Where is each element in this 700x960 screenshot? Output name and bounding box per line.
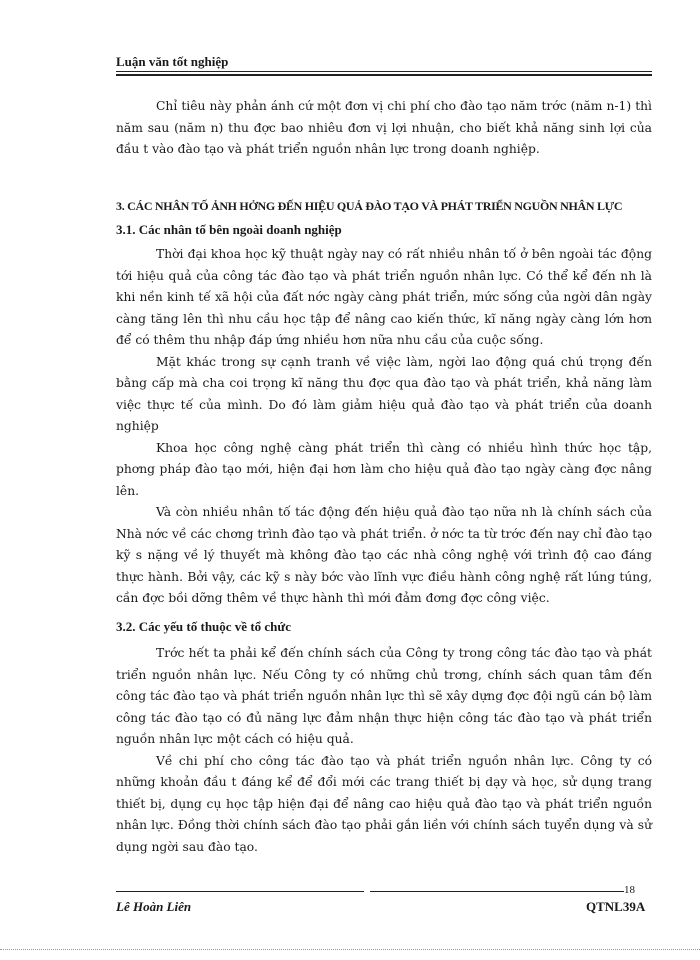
page-number: 18	[624, 884, 635, 896]
section-3-heading: 3. CÁC NHÂN TỐ ẢNH HỞNG ĐẾN HIỆU QUẢ ĐÀO TẠO VÀ PHÁT TRIỂN NGUỒN NHÂN LỰC	[116, 199, 623, 213]
footer-rule-right	[370, 891, 624, 892]
header-rule-thick	[116, 74, 652, 76]
paragraph: Thời đại khoa học kỹ thuật ngày nay có rất nhiều nhân tố ở bên ngoài tác động tới hiệu quả của công tác đào tạo và phát triển nguồn nhân lực. Có thể kể đến nh là khi nền kinh tế xã hội của đất nớc ngày càng phát triển, mức sống của ngời dân ngày càng tăng lên thì nhu cầu học tập để nâng cao kiến thức, kĩ năng ngày càng lớn hơn để có thêm thu nhập đáp ứng nhiều hơn nữa nhu cầu của cuộc sống.	[116, 247, 652, 347]
footer-author: Lê Hoàn Liên	[116, 899, 192, 914]
paragraph: Trớc hết ta phải kể đến chính sách của Công ty trong công tác đào tạo và phát triển nguồn nhân lực. Nếu Công ty có những chủ trơng, chính sách quan tâm đến công tác đào tạo và phát triển nguồn nhân lực thì sẽ xây dựng đợc đội ngũ cán bộ làm công tác đào tạo có đủ năng lực đảm nhận thực hiện công tác đào tạo và phát triển nguồn nhân lực một cách có hiệu quả.	[116, 646, 652, 746]
header-rule	[116, 71, 652, 72]
paragraph: Mặt khác trong sự cạnh tranh về việc làm, ngời lao động quá chú trọng đến bằng cấp mà cha coi trọng kĩ năng thu đợc qua đào tạo và phát triển, khả năng làm việc thực tế của mình. Do đó làm giảm hiệu quả đào tạo và phát triển của doanh nghiệp	[116, 354, 652, 433]
paragraph: Về chi phí cho công tác đào tạo và phát triển nguồn nhân lực. Công ty có những khoản đầu t đáng kể để đổi mới các trang thiết bị dạy và học, sử dụng trang thiết bị, dụng cụ học tập hiện đại để nâng cao hiệu quả đào tạo và phát triển nguồn nhân lực. Đồng thời chính sách đào tạo phải gắn liền với chính sách tuyển dụng và sử dụng ngời sau đào tạo.	[116, 753, 652, 854]
section-3-1-heading: 3.1. Các nhân tố bên ngoài doanh nghiệp	[116, 222, 342, 237]
document-header-title: Luận văn tốt nghiệp	[116, 54, 229, 69]
paragraph: Và còn nhiều nhân tố tác động đến hiệu quả đào tạo nữa nh là chính sách của Nhà nớc về các chơng trình đào tạo và phát triển. ở nớc ta từ trớc đến nay chỉ đào tạo kỹ s nặng về lý thuyết mà không đào tạo các nhà công nghệ với trình độ cao đáng thực hành. Bởi vậy, các kỹ s này bớc vào lĩnh vực điều hành công nghệ rất lúng túng, cần đợc bồi dỡng thêm về thực hành thì mới đảm đơng đợc công việc.	[116, 505, 652, 605]
section-3-2-body	[116, 643, 652, 858]
section-3-2-heading: 3.2. Các yếu tố thuộc về tổ chức	[116, 619, 291, 634]
footer-rule-left	[116, 891, 364, 892]
page-bottom-dotted-line	[0, 949, 700, 950]
intro-paragraph: Chỉ tiêu này phản ánh cứ một đơn vị chi phí cho đào tạo năm trớc (năm n-1) thì năm sau (năm n) thu đợc bao nhiêu đơn vị lợi nhuận, cho biết khả năng sinh lợi của đầu t vào đào tạo và phát triển nguồn nhân lực trong doanh nghiệp.	[116, 99, 652, 156]
footer-class-code: QTNL39A	[586, 899, 646, 914]
paragraph: Khoa học công nghệ càng phát triển thì càng có nhiều hình thức học tập, phơng pháp đào tạo mới, hiện đại hơn làm cho hiệu quả đào tạo ngày càng đợc nâng lên.	[116, 440, 652, 498]
section-3-1-body	[116, 244, 652, 610]
intro-block	[116, 96, 652, 161]
